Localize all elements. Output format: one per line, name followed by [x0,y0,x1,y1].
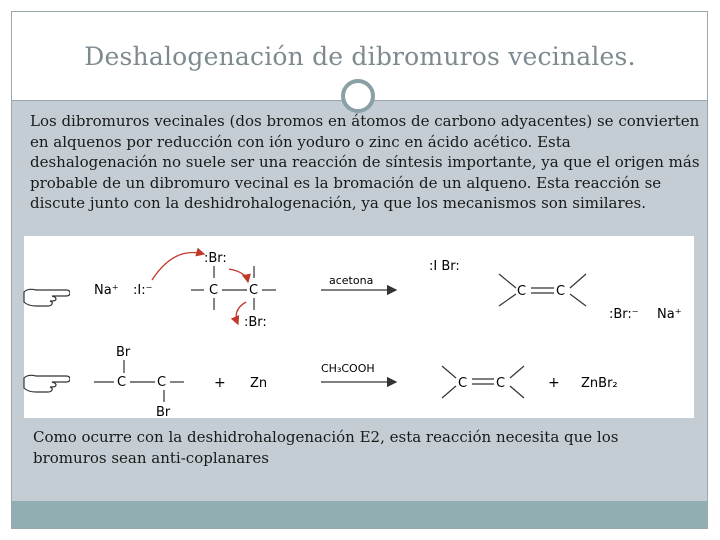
footer-bar [12,501,707,528]
bond [510,366,524,378]
br-top-label: :Br: [204,251,227,266]
br-bottom-label: :Br: [244,315,267,330]
plus-sign: + [548,375,560,391]
br-bottom-label-2: Br [156,405,171,418]
zinc-label: Zn [250,376,268,391]
alkene-carbon: C [556,284,566,299]
reagent-acetona: acetona [329,274,374,287]
bond [499,274,516,288]
alkene-carbon: C [496,376,506,391]
bond [442,366,456,378]
na-plus-product: Na⁺ [657,307,682,322]
ring-icon [341,79,375,113]
carbon-1b: C [117,375,127,390]
pointing-hand-icon [22,370,70,396]
plus-sign: + [214,375,226,391]
zinc-bromide-label: ZnBr₂ [581,376,618,391]
electron-arrow [229,269,248,282]
carbon-1: C [209,283,219,298]
alkene-carbon: C [458,376,468,391]
bond [570,294,586,306]
carbon-2b: C [157,375,167,390]
reaction-figure [24,236,694,418]
reagent-acetic-acid: CH₃COOH [321,362,375,375]
bond [510,386,524,398]
br-top-label-2: Br [116,345,131,360]
bromide-label: :Br:⁻ [609,307,639,322]
slide-title: Deshalogenación de dibromuros vecinales. [84,42,636,71]
iodide-label: :I:⁻ [133,283,153,298]
note-paragraph: Como ocurre con la deshidrohalogenación E2, esta reacción necesita que los bromuros sean anti-coplanares [33,428,619,467]
bond [499,294,516,306]
alkene-carbon: C [517,284,527,299]
reaction-scheme [24,236,694,418]
bond [570,274,586,288]
bond [442,386,456,398]
electron-arrow [152,252,204,280]
ibr-product-label: :I Br: [429,259,460,274]
na-plus-label: Na⁺ [94,283,119,298]
intro-paragraph: Los dibromuros vecinales (dos bromos en átomos de carbono adyacentes) se convierten en alquenos por reducción con ión yoduro o zinc en ácido acético. Esta deshalogenación no suele ser una reacción de síntesis importante, ya que el origen más probable de un dibromuro vecinal es la bromación de un alqueno. Esta reacción se discute junto con la deshidrohalogenación, ya que los mecanismos son similares. [30,112,700,212]
pointing-hand-icon [22,284,70,310]
carbon-2: C [249,283,259,298]
